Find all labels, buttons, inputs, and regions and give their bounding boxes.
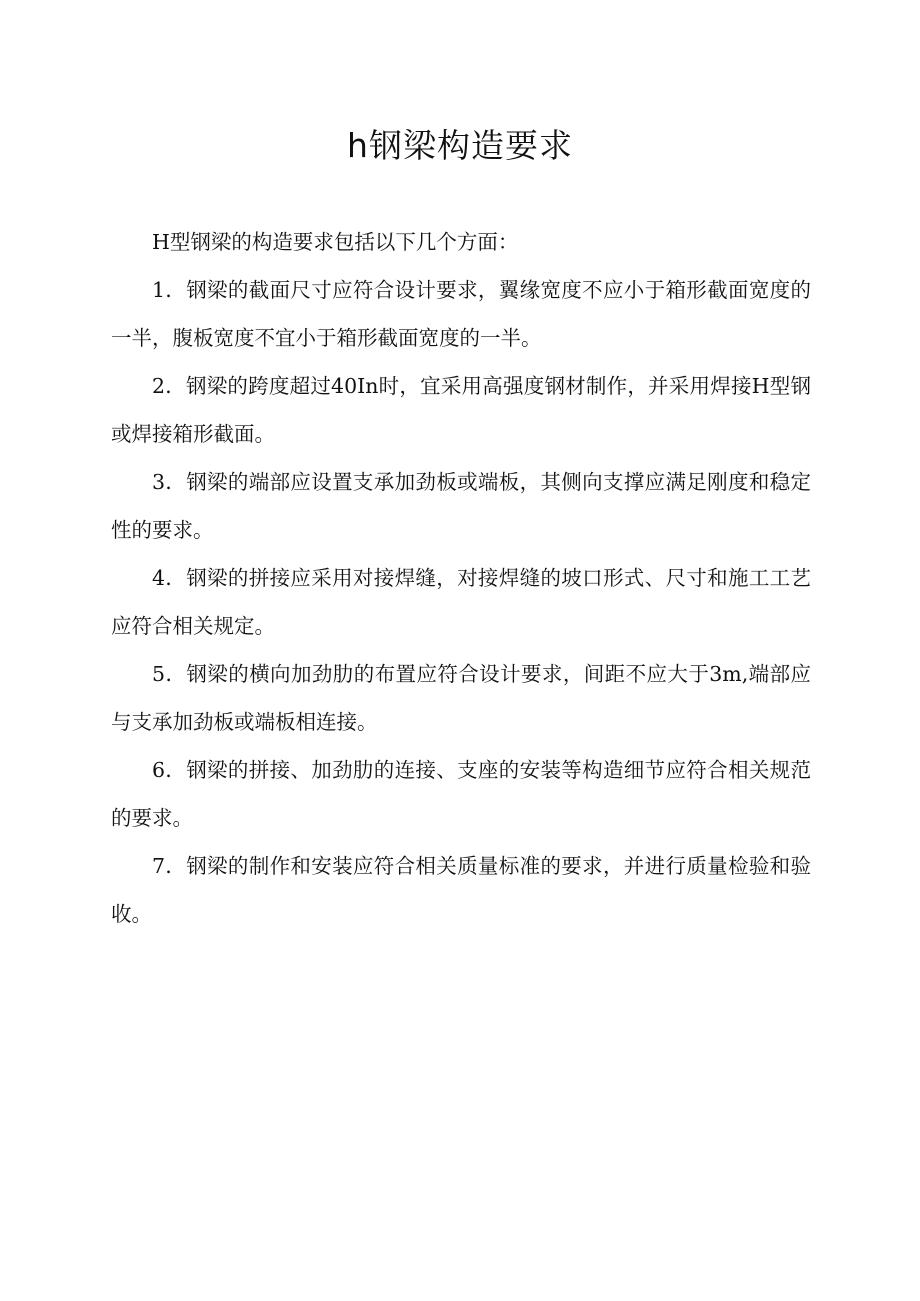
requirement-item-4: 4．钢梁的拼接应采用对接焊缝，对接焊缝的坡口形式、尺寸和施工工艺应符合相关规定。: [111, 566, 811, 638]
requirement-item-6: 6．钢梁的拼接、加劲肋的连接、支座的安装等构造细节应符合相关规范的要求。: [111, 758, 811, 830]
requirement-item-5: 5．钢梁的横向加劲肋的布置应符合设计要求，间距不应大于3m,端部应与支承加劲板或端板相连接。: [111, 662, 811, 734]
requirement-item-7: 7．钢梁的制作和安装应符合相关质量标准的要求，并进行质量检验和验收。: [111, 854, 811, 926]
requirement-item-3: 3．钢梁的端部应设置支承加劲板或端板，其侧向支撑应满足刚度和稳定性的要求。: [111, 470, 811, 542]
document-body: [111, 218, 811, 938]
intro-paragraph: H型钢梁的构造要求包括以下几个方面：: [152, 230, 519, 254]
requirement-item-2: 2．钢梁的跨度超过40In时，宜采用高强度钢材制作，并采用焊接H型钢或焊接箱形截面。: [111, 374, 811, 446]
document-title: h钢梁构造要求: [347, 126, 573, 165]
requirement-item-1: 1．钢梁的截面尺寸应符合设计要求，翼缘宽度不应小于箱形截面宽度的一半，腹板宽度不宜小于箱形截面宽度的一半。: [111, 278, 811, 350]
